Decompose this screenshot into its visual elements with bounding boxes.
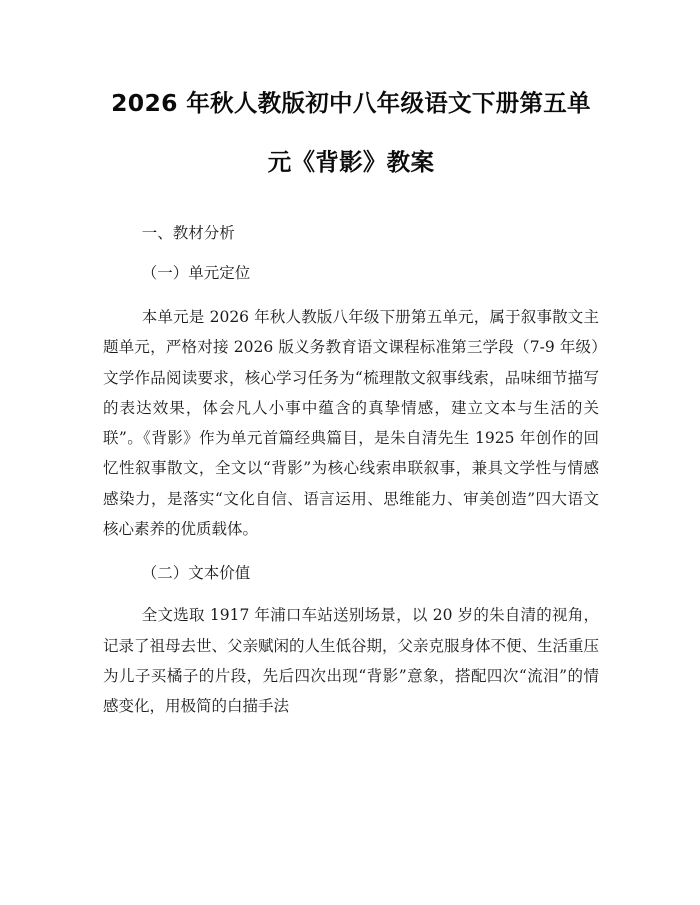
paragraph-text-value: 全文选取 1917 年浦口车站送别场景，以 20 岁的朱自清的视角，记录了祖母去世、父亲赋闲的人生低谷期，父亲克服身体不便、生活重压为儿子买橘子的片段，先后四次出现“背影”意象，搭配四次“流泪”的情感变化，用极简的白描手法 [103,606,600,716]
subsection-heading-text-value: （二）文本价值 [141,564,251,583]
paragraph-unit-positioning: 本单元是 2026 年秋人教版八年级下册第五单元，属于叙事散文主题单元，严格对接 2026 版义务教育语文课程标准第三学段（7-9 年级）文学作品阅读要求，核心学习任务为“梳理散文叙事线索，品味细节描写的表达效果，体会凡人小事中蕴含的真挚情感，建立文本与生活的关联”。《背影》作为单元首篇经典篇目，是朱自清先生 1925 年创作的回忆性叙事散文，全文以“背影”为核心线索串联叙事，兼具文学性与情感感染力，是落实“文化自信、语言运用、思维能力、审美创造”四大语文核心素养的优质载体。 [103,308,599,539]
section-heading-textbook-analysis: 一、教材分析 [141,224,235,242]
subsection-heading-unit-positioning: （一）单元定位 [141,264,251,282]
document-title: 2026 年秋人教版初中八年级语文下册第五单元《背影》教案 [111,89,591,176]
